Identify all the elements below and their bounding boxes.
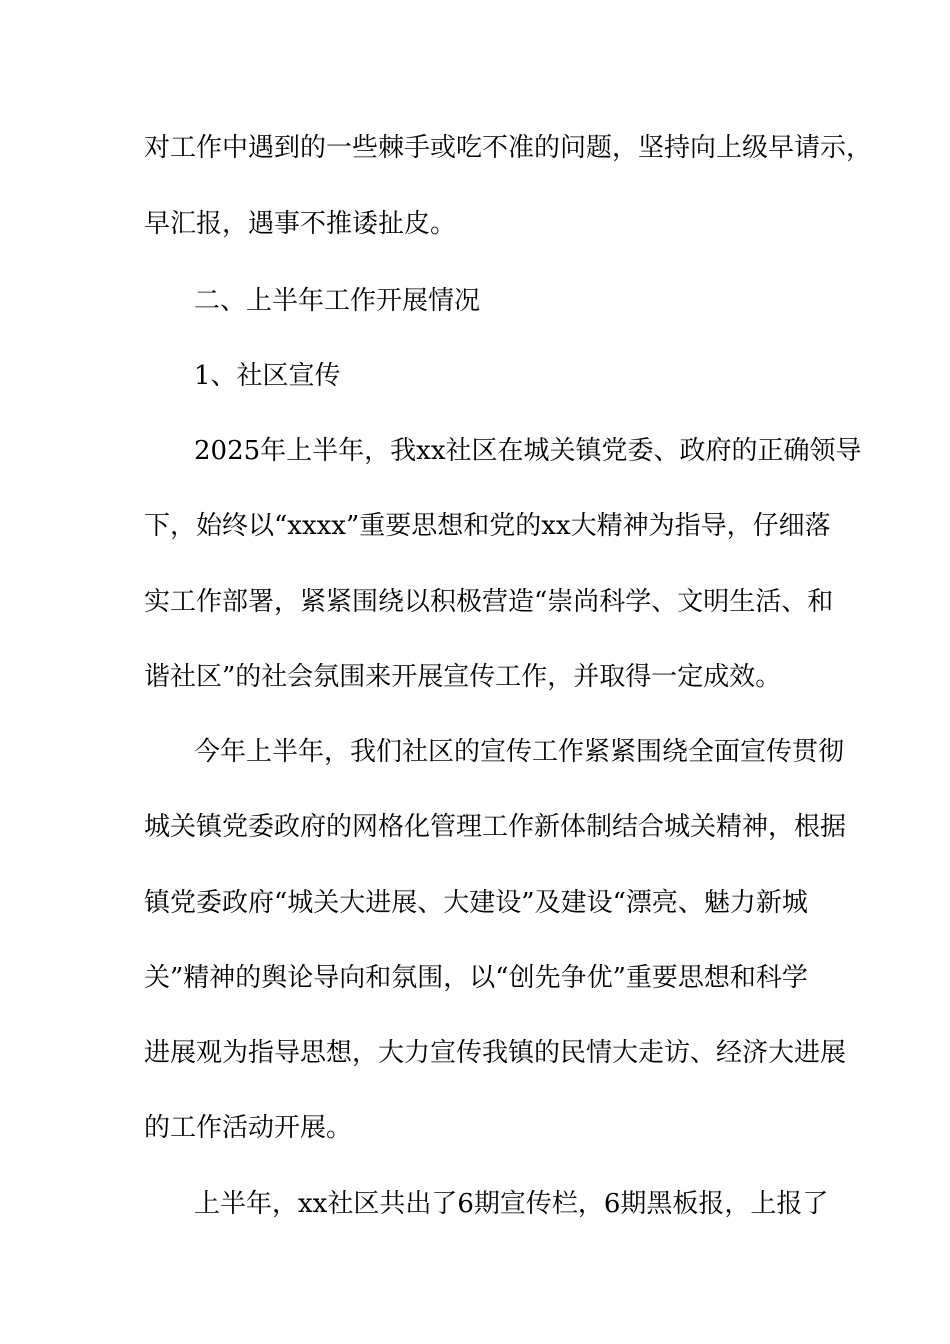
text-line: 镇党委政府“城关大进展、大建设”及建设“漂亮、魅力新城 bbox=[144, 888, 808, 918]
text-line: 对工作中遇到的一些棘手或吃不准的问题，坚持向上级早请示， bbox=[144, 133, 873, 163]
text-line: 上半年，xx社区共出了6期宣传栏，6期黑板报，上报了 bbox=[194, 1189, 829, 1219]
subsection-heading: 1、社区宣传 bbox=[194, 361, 341, 391]
text-line: 2025年上半年，我xx社区在城关镇党委、政府的正确领导 bbox=[194, 436, 862, 466]
text-line: 关”精神的舆论导向和氛围，以“创先争优”重要思想和科学 bbox=[144, 963, 808, 993]
text-line: 城关镇党委政府的网格化管理工作新体制结合城关精神，根据 bbox=[144, 812, 847, 842]
section-heading: 二、上半年工作开展情况 bbox=[194, 286, 481, 316]
text-line: 的工作活动开展。 bbox=[144, 1113, 353, 1143]
text-line: 今年上半年，我们社区的宣传工作紧紧围绕全面宣传贯彻 bbox=[194, 737, 845, 767]
text-line: 早汇报，遇事不推诿扯皮。 bbox=[144, 209, 457, 239]
text-line: 进展观为指导思想，大力宣传我镇的民情大走访、经济大进展 bbox=[144, 1038, 847, 1068]
text-line: 实工作部署，紧紧围绕以积极营造“崇尚科学、文明生活、和 bbox=[144, 587, 834, 617]
text-line: 谐社区”的社会氛围来开展宣传工作，并取得一定成效。 bbox=[144, 662, 782, 692]
text-line: 下，始终以“xxxx”重要思想和党的xx大精神为指导，仔细落 bbox=[144, 511, 831, 541]
